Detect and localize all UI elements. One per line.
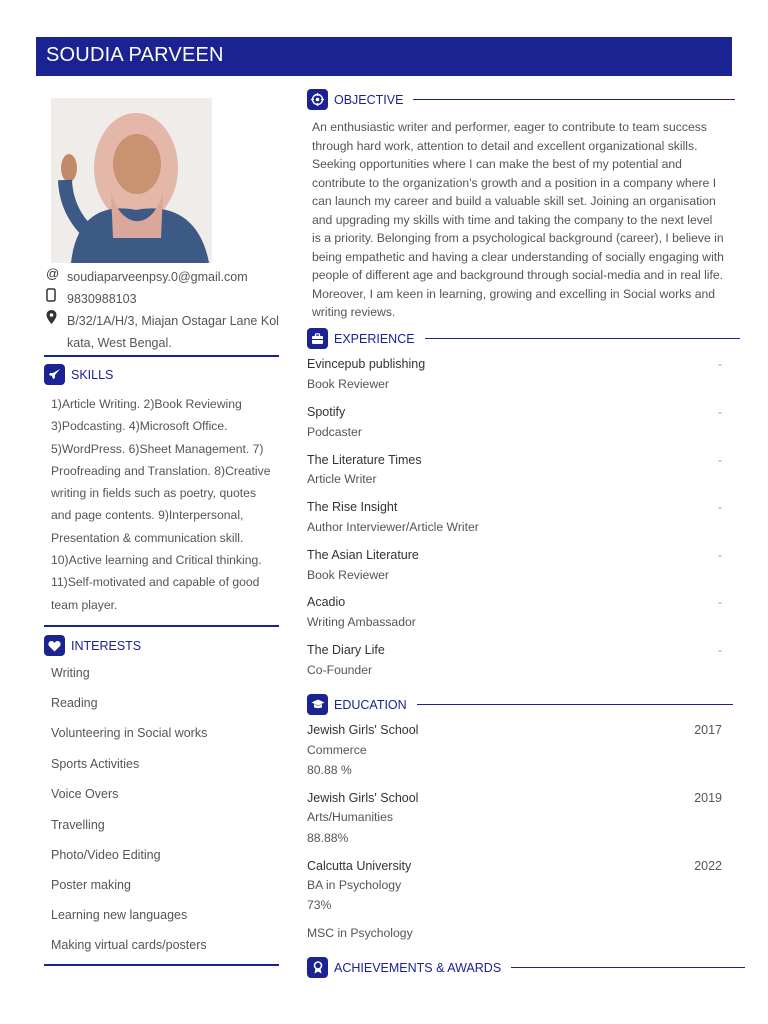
contact-phone[interactable] (44, 288, 280, 310)
skills-title: SKILLS (71, 367, 114, 382)
phone-icon (46, 288, 60, 304)
skills-list: 1)Article Writing. 2)Book Reviewing 3)Podcasting. 4)Microsoft Office. 5)WordPress. 6)Sheet Management. 7) Proofreading and Translation. 8)Creative writing in fields such as poetry, quotes and page contents. 9)Interpersonal, Presentation & communication skill. 10)Active learning and Critical thinking. 11)Self-motivated and capable of good team player. (51, 397, 271, 612)
award-icon (307, 957, 328, 978)
education-heading (307, 694, 733, 715)
job-company: The Asian Literature (307, 548, 419, 562)
target-icon (307, 89, 328, 110)
email-text: soudiaparveenpsy.0@gmail.com (67, 270, 248, 284)
edu-field: Commerce (307, 743, 367, 757)
edu-school: Calcutta University (307, 859, 412, 873)
interest-item: Writing (51, 666, 90, 680)
edu-year: 2019 (694, 791, 722, 805)
heading-rule (425, 338, 740, 340)
edu-school: Jewish Girls' School (307, 791, 419, 805)
objective-heading (307, 89, 735, 110)
job-date: - (718, 595, 722, 609)
skills-heading (44, 364, 113, 385)
edu-score: 88.88% (307, 831, 349, 845)
education-title: EDUCATION (334, 697, 407, 712)
job-role: Writing Ambassador (307, 615, 416, 629)
interest-item: Voice Overs (51, 787, 119, 801)
interest-item: Poster making (51, 878, 131, 892)
edu-year: 2022 (694, 859, 722, 873)
job-role: Book Reviewer (307, 377, 389, 391)
job-date: - (718, 643, 722, 657)
edu-field: BA in Psychology (307, 878, 402, 892)
interest-item: Volunteering in Social works (51, 726, 208, 740)
job-role: Book Reviewer (307, 568, 389, 582)
achievements-heading (307, 957, 745, 978)
contact-address (44, 310, 280, 354)
profile-photo (51, 98, 212, 263)
job-company: The Literature Times (307, 453, 422, 467)
heading-rule (413, 99, 735, 101)
edu-school: Jewish Girls' School (307, 723, 419, 737)
objective-title: OBJECTIVE (334, 92, 404, 107)
job-role: Author Interviewer/Article Writer (307, 520, 479, 534)
interest-item: Learning new languages (51, 908, 188, 922)
heading-rule (511, 967, 745, 969)
job-company: The Rise Insight (307, 500, 398, 514)
achievements-title: ACHIEVEMENTS & AWARDS (334, 960, 502, 975)
interest-item: Sports Activities (51, 757, 140, 771)
heart-icon (44, 635, 65, 656)
job-company: Acadio (307, 595, 346, 609)
interest-item: Reading (51, 696, 98, 710)
job-role: Article Writer (307, 472, 377, 486)
interest-item: Photo/Video Editing (51, 848, 161, 862)
edu-field: Arts/Humanities (307, 810, 394, 824)
candidate-name: SOUDIA PARVEEN (46, 44, 224, 66)
interests-heading (44, 635, 141, 656)
address-line-1: B/32/1A/H/3, Miajan Ostagar Lane Kol (67, 314, 279, 328)
job-company: Evincepub publishing (307, 357, 426, 371)
interests-title: INTERESTS (71, 638, 142, 653)
divider (44, 355, 279, 357)
divider (44, 964, 279, 966)
phone-text: 9830988103 (67, 292, 137, 306)
job-company: Spotify (307, 405, 346, 419)
job-company: The Diary Life (307, 643, 385, 657)
job-date: - (718, 357, 722, 371)
job-date: - (718, 548, 722, 562)
job-date: - (718, 500, 722, 514)
graduation-cap-icon (307, 694, 328, 715)
at-icon: @ (46, 266, 60, 281)
divider (44, 625, 279, 627)
edu-score: 73% (307, 898, 332, 912)
rocket-icon (44, 364, 65, 385)
job-date: - (718, 405, 722, 419)
briefcase-icon (307, 328, 328, 349)
portrait-image (51, 98, 212, 263)
job-date: - (718, 453, 722, 467)
edu-score: 80.88 % (307, 763, 352, 777)
job-role: Co-Founder (307, 663, 373, 677)
location-pin-icon (46, 310, 60, 326)
address-line-2: kata, West Bengal. (67, 336, 172, 350)
job-role: Podcaster (307, 425, 362, 439)
header-bar (36, 37, 732, 76)
interest-item: Travelling (51, 818, 105, 832)
edu-extra: MSC in Psychology (307, 926, 413, 940)
edu-year: 2017 (694, 723, 722, 737)
heading-rule (417, 704, 733, 706)
contact-email[interactable] (44, 266, 280, 288)
objective-text: An enthusiastic writer and performer, eager to contribute to team success through hard work, attention to detail and excellent organizational skills. Seeking opportunities where I can make the best of my potential and contribute to the organization's growth and a position in a company where I can launch my career and build a valuable skill set. Joining an organisation and upgrading my skills with time and taking the company to the next level is a priority. Belonging from a psychological background (career), I believe in being empathetic and having a clear understanding of socially engaging with people of different age and background through social-media and in real life. Moreover, I am keen in learning, growing and excelling in Social works and writing reviews. (312, 120, 724, 319)
experience-heading (307, 328, 740, 349)
interest-item: Making virtual cards/posters (51, 938, 207, 952)
experience-title: EXPERIENCE (334, 331, 415, 346)
